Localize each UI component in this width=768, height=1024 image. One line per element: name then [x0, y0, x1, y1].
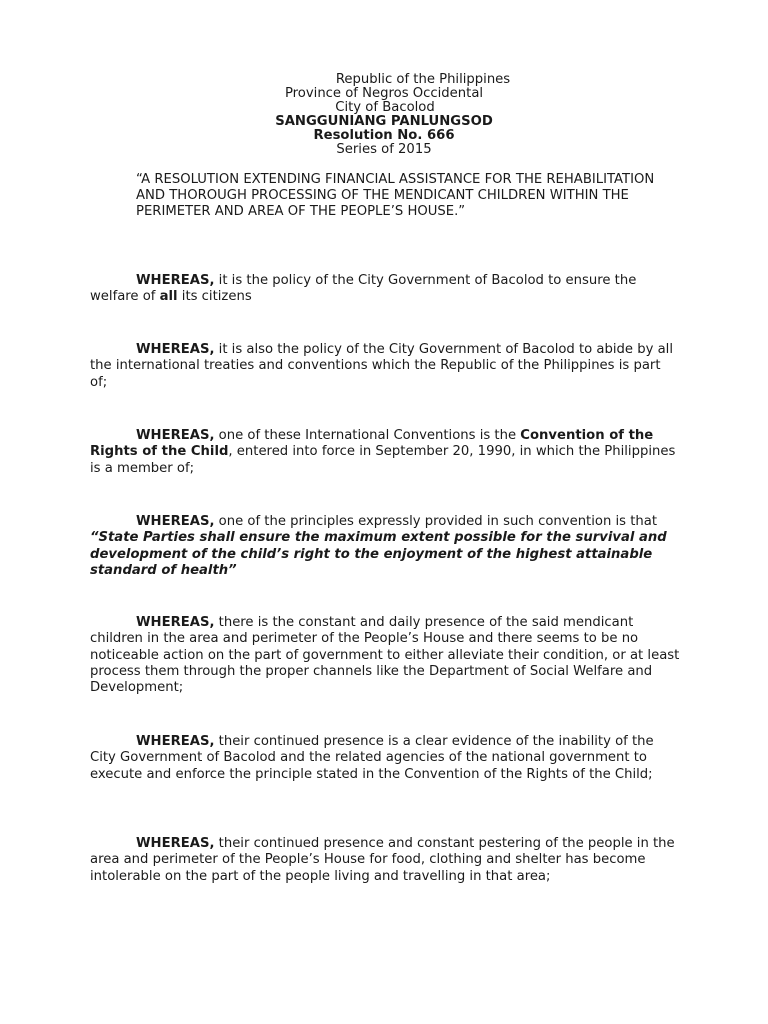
clause-emphasis: all [159, 289, 178, 305]
header-series: Series of 2015 [336, 142, 432, 157]
clause-text: one of these International Conventions is the [214, 428, 521, 443]
clause-emphasis: Convention of the Rights of the Child [90, 428, 654, 460]
clause-text: their continued presence is a clear evidence of the inability of the City Government of Bacolod and the related agencies of the national government to execute and enforce the principle stated in the Convention of the Rights of the Child; [90, 734, 654, 782]
clause-text: it is the policy of the City Government of Bacolod to ensure the welfare of [90, 273, 637, 305]
clause-text: their continued presence and constant pestering of the people in the area and perimeter of the People’s House for food, clothing and shelter has become intolerable on the part of the people living and travelling in that area; [90, 836, 675, 884]
header-province: Province of Negros Occidental [284, 86, 484, 101]
whereas-lead: WHEREAS, [136, 273, 215, 288]
clause-text: there is the constant and daily presence of the said mendicant children in the area and perimeter of the People’s House and there seems to be no noticeable action on the part of government to either alleviate their condition, or at least process them through the proper channels like the Department of Social Welfare and Development; [90, 615, 680, 696]
whereas-clause-3 [90, 428, 680, 477]
whereas-clause-7 [90, 836, 680, 885]
whereas-lead: WHEREAS, [136, 615, 215, 630]
whereas-clause-2 [90, 342, 680, 391]
clause-text: , entered into force in September 20, 1990, in which the Philippines is a member of; [90, 444, 676, 476]
header-resolution-number: Resolution No. 666 [313, 128, 455, 143]
whereas-lead: WHEREAS, [136, 428, 215, 443]
header-city: City of Bacolod [335, 100, 435, 115]
header-republic: Republic of the Philippines [335, 72, 511, 87]
clause-text: it is also the policy of the City Government of Bacolod to abide by all the international treaties and conventions which the Republic of the Philippines is part of; [90, 342, 673, 390]
clause-text: one of the principles expressly provided in such convention is that [214, 514, 658, 529]
whereas-lead: WHEREAS, [136, 836, 215, 851]
whereas-clause-6 [90, 734, 680, 783]
whereas-clause-1 [90, 273, 680, 306]
resolution-title: “A RESOLUTION EXTENDING FINANCIAL ASSISTANCE FOR THE REHABILITATION AND THOROUGH PROCESSING OF THE MENDICANT CHILDREN WITHIN THE PERIMETER AND AREA OF THE PEOPLE’S HOUSE.” [136, 172, 655, 219]
whereas-clause-4 [90, 514, 680, 579]
whereas-lead: WHEREAS, [136, 734, 215, 749]
header-legislative-body: SANGGUNIANG PANLUNGSOD [275, 114, 493, 129]
clause-text: its citizens [177, 289, 252, 305]
whereas-clause-5 [90, 615, 680, 696]
whereas-lead: WHEREAS, [136, 342, 215, 357]
clause-quote: “State Parties shall ensure the maximum extent possible for the survival and development of the child’s right to the enjoyment of the highest attainable standard of health” [90, 530, 667, 578]
whereas-lead: WHEREAS, [136, 514, 215, 529]
